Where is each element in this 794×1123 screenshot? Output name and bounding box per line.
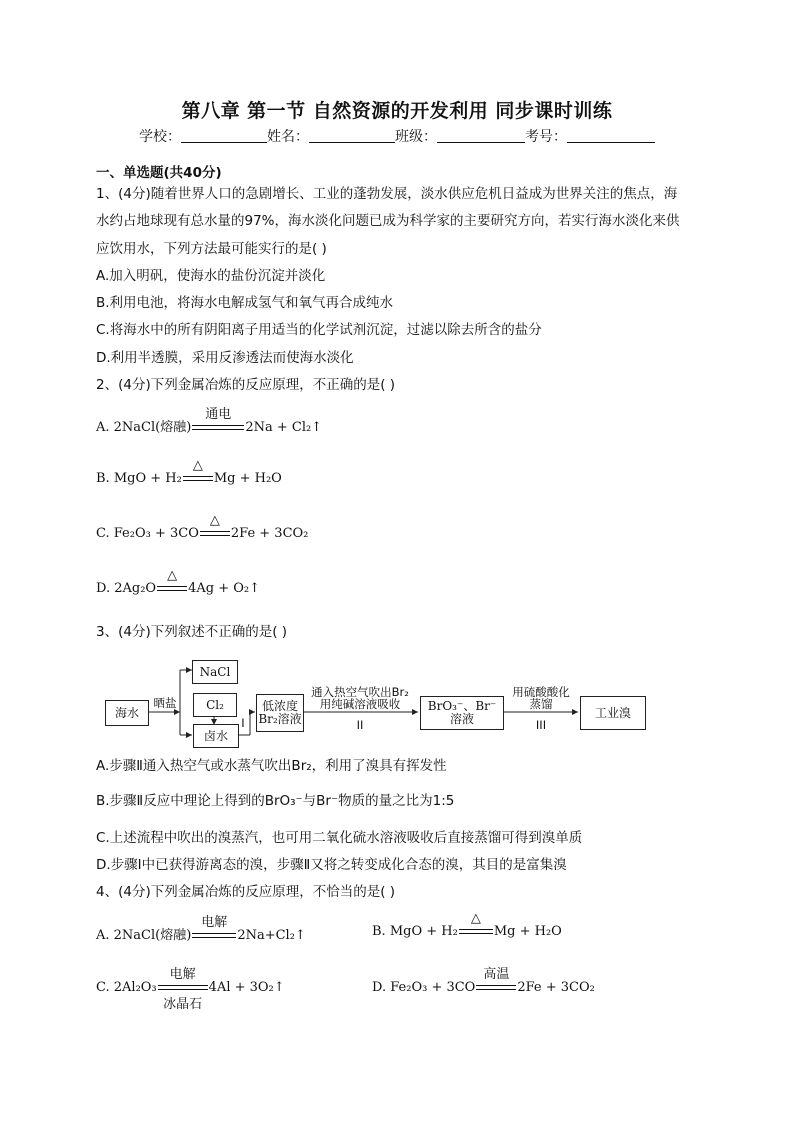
seawater-box: 海水 [105,700,149,726]
student-info-row [0,126,794,146]
bromate-bromide-box: BrO₃⁻、Br⁻ 溶液 [420,696,504,730]
q4-d-lhs: D. Fe₂O₃ + 3CO [372,980,476,995]
q2-d-lhs: D. 2Ag₂O [96,581,157,596]
nacl-box: NaCl [192,660,238,684]
q2-stem: 2、(4分)下列金属冶炼的反应原理，不正确的是( ) [96,377,396,393]
reaction-arrow-icon [476,967,516,990]
q2-option-c[interactable] [96,513,309,541]
q1-stem-line2: 水约占地球现有总水量的97%，海水淡化问题已成为科学家的主要研究方向，若实行海水淡化来供 [96,213,680,229]
q2-c-rhs: 2Fe + 3CO₂ [230,526,309,541]
brine-box: 卤水 [193,724,239,748]
low-conc-line1: 低浓度 [261,699,298,713]
q2-a-condition: 通电 [205,407,232,422]
q4-option-b[interactable] [372,911,562,939]
low-conc-box [256,694,304,732]
q4-c-rhs: 4Al + 3O₂↑ [208,980,285,995]
q1-stem-line3: 应饮用水，下列方法最可能实行的是( ) [96,241,327,257]
number-blank[interactable] [567,127,655,143]
q4-option-a[interactable] [96,915,306,943]
class-blank[interactable] [437,127,525,143]
cl2-box: Cl₂ [193,693,237,717]
name-blank[interactable] [309,127,395,143]
class-label: 班级： [395,129,437,145]
step3-op1: 用硫酸酸化 [512,685,570,699]
number-label: 考号： [525,129,567,145]
q1-option-a[interactable]: A.加入明矾，使海水的盐份沉淀并淡化 [96,268,326,284]
q1-option-b[interactable]: B.利用电池，将海水电解成氢气和氧气再合成纯水 [96,295,394,311]
reaction-arrow-icon [459,911,493,934]
q2-d-condition: △ [167,568,178,583]
q2-b-rhs: Mg + H₂O [213,471,282,486]
sun-label: 晒盐 [153,696,177,710]
q1-option-d[interactable]: D.利用半透膜，采用反渗透法而使海水淡化 [96,350,354,366]
reaction-arrow-icon [200,513,230,536]
q3-option-c[interactable]: C.上述流程中吹出的溴蒸汽，也可用二氧化硫水溶液吸收后直接蒸馏可得到溴单质 [96,830,583,846]
q2-b-condition: △ [192,458,203,473]
step2-op2: 用纯碱溶液吸收 [319,697,401,711]
q4-d-condition: 高温 [483,967,510,982]
q4-d-rhs: 2Fe + 3CO₂ [517,980,595,995]
q2-a-rhs: 2Na + Cl₂↑ [245,420,323,435]
q2-b-lhs: B. MgO + H₂ [96,471,182,486]
q4-b-lhs: B. MgO + H₂ [372,924,458,939]
q2-d-rhs: 4Ag + O₂↑ [188,581,260,596]
reaction-arrow-icon [157,568,187,591]
step2-op1: 通入热空气吹出Br₂ [311,685,409,699]
step3-op2: 蒸馏 [529,697,553,711]
low-conc-line2: Br₂溶液 [258,712,302,726]
q4-a-rhs: 2Na+Cl₂↑ [237,928,306,943]
q4-a-condition: 电解 [201,915,228,930]
q3-option-b[interactable]: B.步骤Ⅱ反应中理论上得到的BrO₃⁻与Br⁻物质的量之比为1:5 [96,793,455,809]
q4-b-condition: △ [470,911,481,926]
step2-label: II [356,718,364,732]
reaction-arrow-icon [192,407,244,430]
q2-c-lhs: C. Fe₂O₃ + 3CO [96,526,199,541]
q3-stem: 3、(4分)下列叙述不正确的是( ) [96,624,288,640]
name-label: 姓名： [267,129,309,145]
q1-stem-line1: 1、(4分)随着世界人口的急剧增长、工业的蓬勃发展，淡水供应危机日益成为世界关注的焦点，海 [96,186,678,202]
step1-label: I [241,716,245,730]
q2-c-condition: △ [209,513,220,528]
q4-stem: 4、(4分)下列金属冶炼的反应原理，不恰当的是( ) [96,884,396,900]
q4-c-condition: 电解 [169,967,196,982]
q1-option-c[interactable]: C.将海水中的所有阴阳离子用适当的化学试剂沉淀，过滤以除去所含的盐分 [96,322,542,338]
section-heading: 一、单选题(共40分) [96,165,222,181]
q4-option-d[interactable] [372,967,595,995]
step3-label: III [535,718,547,732]
q2-option-d[interactable] [96,568,260,596]
reaction-arrow-icon [158,967,208,1012]
q2-option-b[interactable] [96,458,282,486]
school-label: 学校： [139,129,181,145]
q2-option-a[interactable] [96,407,323,435]
q4-option-c[interactable] [96,967,285,1012]
page-title: 第八章 第一节 自然资源的开发利用 同步课时训练 [181,100,613,122]
q3-option-d[interactable]: D.步骤Ⅰ中已获得游离态的溴，步骤Ⅱ又将之转变成化合态的溴，其目的是富集溴 [96,857,567,873]
reaction-arrow-icon [183,458,213,481]
reaction-arrow-icon [192,915,236,938]
q4-b-rhs: Mg + H₂O [493,924,562,939]
school-blank[interactable] [181,127,267,143]
industrial-bromine-box: 工业溴 [580,696,646,730]
q4-a-lhs: A. 2NaCl(熔融) [96,928,192,943]
q4-c-condition-below: 冰晶石 [163,997,203,1012]
q2-a-lhs: A. 2NaCl(熔融) [96,420,192,435]
q4-c-lhs: C. 2Al₂O₃ [96,980,157,995]
q3-option-a[interactable]: A.步骤Ⅱ通入热空气或水蒸气吹出Br₂，利用了溴具有挥发性 [96,758,447,774]
